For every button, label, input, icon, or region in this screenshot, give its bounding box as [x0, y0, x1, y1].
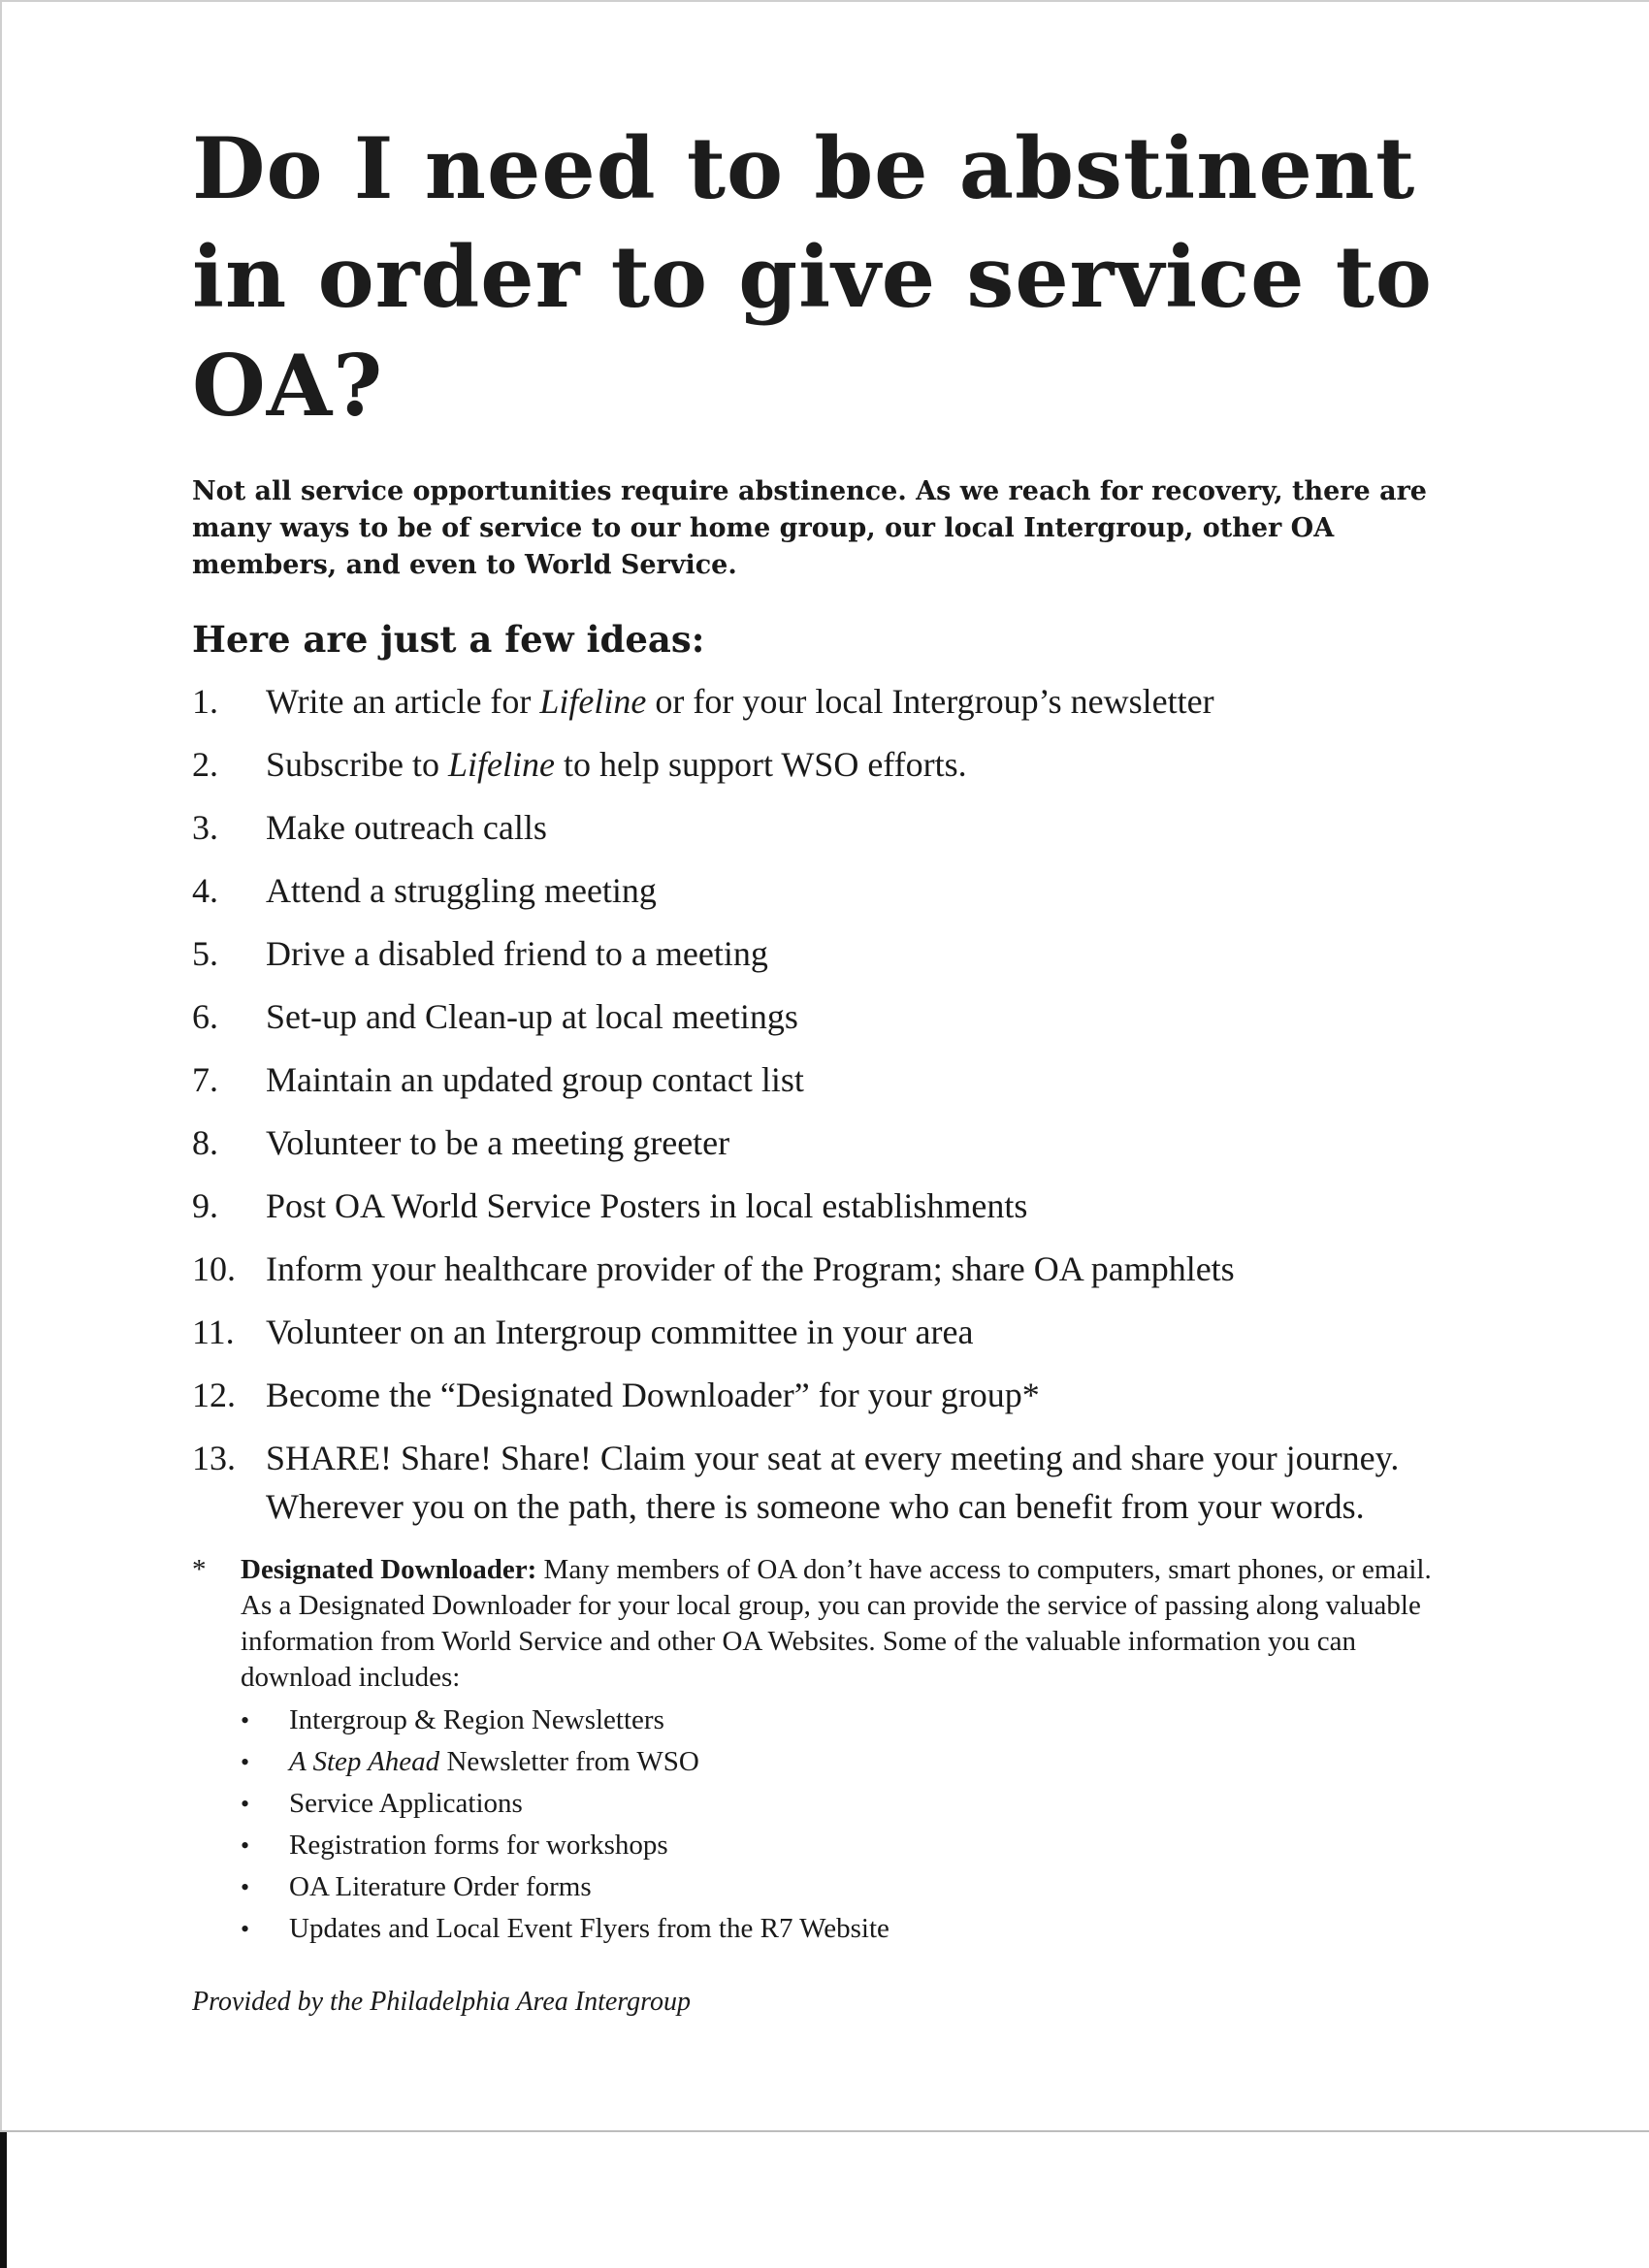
idea-item: [192, 1055, 1453, 1104]
idea-text: [266, 929, 1453, 978]
idea-text: [266, 866, 1453, 915]
idea-item: [192, 1308, 1453, 1356]
idea-item: [192, 677, 1453, 726]
idea-item: [192, 1245, 1453, 1293]
download-item-label: Newsletter from WSO: [439, 1746, 699, 1777]
idea-item: [192, 929, 1453, 978]
bullet-icon: •: [241, 1790, 250, 1818]
idea-text: [266, 1371, 1453, 1419]
idea-text-part: Volunteer on an Intergroup committee in your area: [266, 1312, 974, 1351]
idea-number: 4.: [192, 871, 218, 910]
idea-number: 2.: [192, 745, 218, 784]
ideas-heading: Here are just a few ideas:: [192, 618, 705, 661]
idea-item: [192, 1118, 1453, 1167]
bullet-icon: •: [241, 1748, 250, 1776]
idea-item: [192, 1182, 1453, 1230]
page-edge-top: [0, 0, 1649, 2]
idea-text: [266, 1055, 1453, 1104]
idea-text: [266, 1434, 1453, 1531]
idea-item: [192, 866, 1453, 915]
bullet-icon: •: [241, 1706, 250, 1734]
download-item-label: OA Literature Order forms: [289, 1871, 592, 1902]
download-item-label: Intergroup & Region Newsletters: [289, 1704, 664, 1735]
idea-number: 8.: [192, 1123, 218, 1162]
idea-text-part: Drive a disabled friend to a meeting: [266, 934, 768, 973]
publication-title: Lifeline: [539, 682, 647, 721]
download-item-text: [289, 1825, 668, 1866]
download-item: [241, 1908, 1453, 1950]
download-item: [241, 1741, 1453, 1783]
idea-number: 3.: [192, 808, 218, 847]
idea-text-part: Post OA World Service Posters in local establishments: [266, 1186, 1028, 1225]
idea-number: 11.: [192, 1312, 235, 1351]
idea-number: 9.: [192, 1186, 218, 1225]
idea-text-part: Volunteer to be a meeting greeter: [266, 1123, 730, 1162]
idea-item: [192, 1434, 1453, 1531]
idea-text: [266, 1245, 1453, 1293]
page-edge-bottom: [0, 2130, 1649, 2132]
footnote-asterisk: *: [192, 1554, 207, 1585]
idea-text-part: Maintain an updated group contact list: [266, 1060, 804, 1099]
footnote: [192, 1552, 1453, 1950]
idea-text-part: Attend a struggling meeting: [266, 871, 657, 910]
idea-text: [266, 1182, 1453, 1230]
idea-text-part: Subscribe to: [266, 745, 448, 784]
page-edge-left: [0, 0, 2, 2134]
bullet-icon: •: [241, 1831, 250, 1860]
footnote-text: Many members of OA don’t have access to computers, smart phones, or email. As a Designated Downloader for your local group, you can provide the service of passing along valuable information from World Service and other OA Websites. Some of the valuable information you can download includes:: [241, 1554, 1432, 1693]
idea-text-part: Write an article for: [266, 682, 540, 721]
scan-shadow: [0, 2132, 7, 2268]
bullet-icon: •: [241, 1915, 250, 1943]
downloads-list: [241, 1700, 1453, 1950]
idea-text-part: Become the “Designated Downloader” for your group*: [266, 1376, 1040, 1414]
publication-title: Lifeline: [447, 745, 555, 784]
idea-item: [192, 992, 1453, 1041]
download-item: [241, 1783, 1453, 1825]
idea-text: [266, 1308, 1453, 1356]
idea-item: [192, 740, 1453, 789]
download-item-text: [289, 1783, 523, 1825]
bullet-icon: •: [241, 1873, 250, 1901]
credit-line: Provided by the Philadelphia Area Intergroup: [192, 1987, 692, 2017]
footnote-paragraph: [241, 1552, 1453, 1696]
idea-text: [266, 1118, 1453, 1167]
idea-text-part: Inform your healthcare provider of the Program; share OA pamphlets: [266, 1249, 1235, 1288]
idea-number: 10.: [192, 1249, 236, 1288]
idea-text-part: Set-up and Clean-up at local meetings: [266, 997, 798, 1036]
ideas-list: [192, 677, 1453, 1531]
download-item-label: Updates and Local Event Flyers from the R7 Website: [289, 1913, 889, 1944]
idea-text-part: to help support WSO efforts.: [554, 745, 967, 784]
idea-text-part: or for your local Intergroup’s newsletter: [646, 682, 1214, 721]
idea-text-part: Make outreach calls: [266, 808, 547, 847]
idea-text: [266, 992, 1453, 1041]
download-item-text: [289, 1741, 699, 1783]
idea-number: 12.: [192, 1376, 236, 1414]
idea-number: 7.: [192, 1060, 218, 1099]
download-item-label: Service Applications: [289, 1788, 523, 1819]
download-item: [241, 1700, 1453, 1741]
document-content: [192, 114, 1453, 2020]
idea-number: 13.: [192, 1439, 236, 1477]
download-item: [241, 1825, 1453, 1866]
download-item-text: [289, 1908, 889, 1950]
idea-text: [266, 740, 1453, 789]
intro-paragraph: Not all service opportunities require abstinence. As we reach for recovery, there are many ways to be of service to our home group, our local Intergroup, other OA members, and even to World Service.: [192, 476, 1427, 580]
idea-text: [266, 677, 1453, 726]
download-item-text: [289, 1700, 664, 1741]
idea-number: 5.: [192, 934, 218, 973]
idea-text-part: SHARE! Share! Share! Claim your seat at every meeting and share your journey. Wherever you on the path, there is someone who can benefit from your words.: [266, 1439, 1400, 1526]
idea-number: 1.: [192, 682, 218, 721]
footnote-term: Designated Downloader:: [241, 1554, 537, 1585]
footnote-body: [241, 1552, 1453, 1950]
download-item: [241, 1866, 1453, 1908]
download-item-text: [289, 1866, 592, 1908]
idea-item: [192, 803, 1453, 852]
idea-text: [266, 803, 1453, 852]
publication-title: A Step Ahead: [289, 1746, 440, 1777]
download-item-label: Registration forms for workshops: [289, 1830, 668, 1861]
page-title: Do I need to be abstinent in order to give service to OA?: [192, 118, 1433, 436]
idea-item: [192, 1371, 1453, 1419]
idea-number: 6.: [192, 997, 218, 1036]
